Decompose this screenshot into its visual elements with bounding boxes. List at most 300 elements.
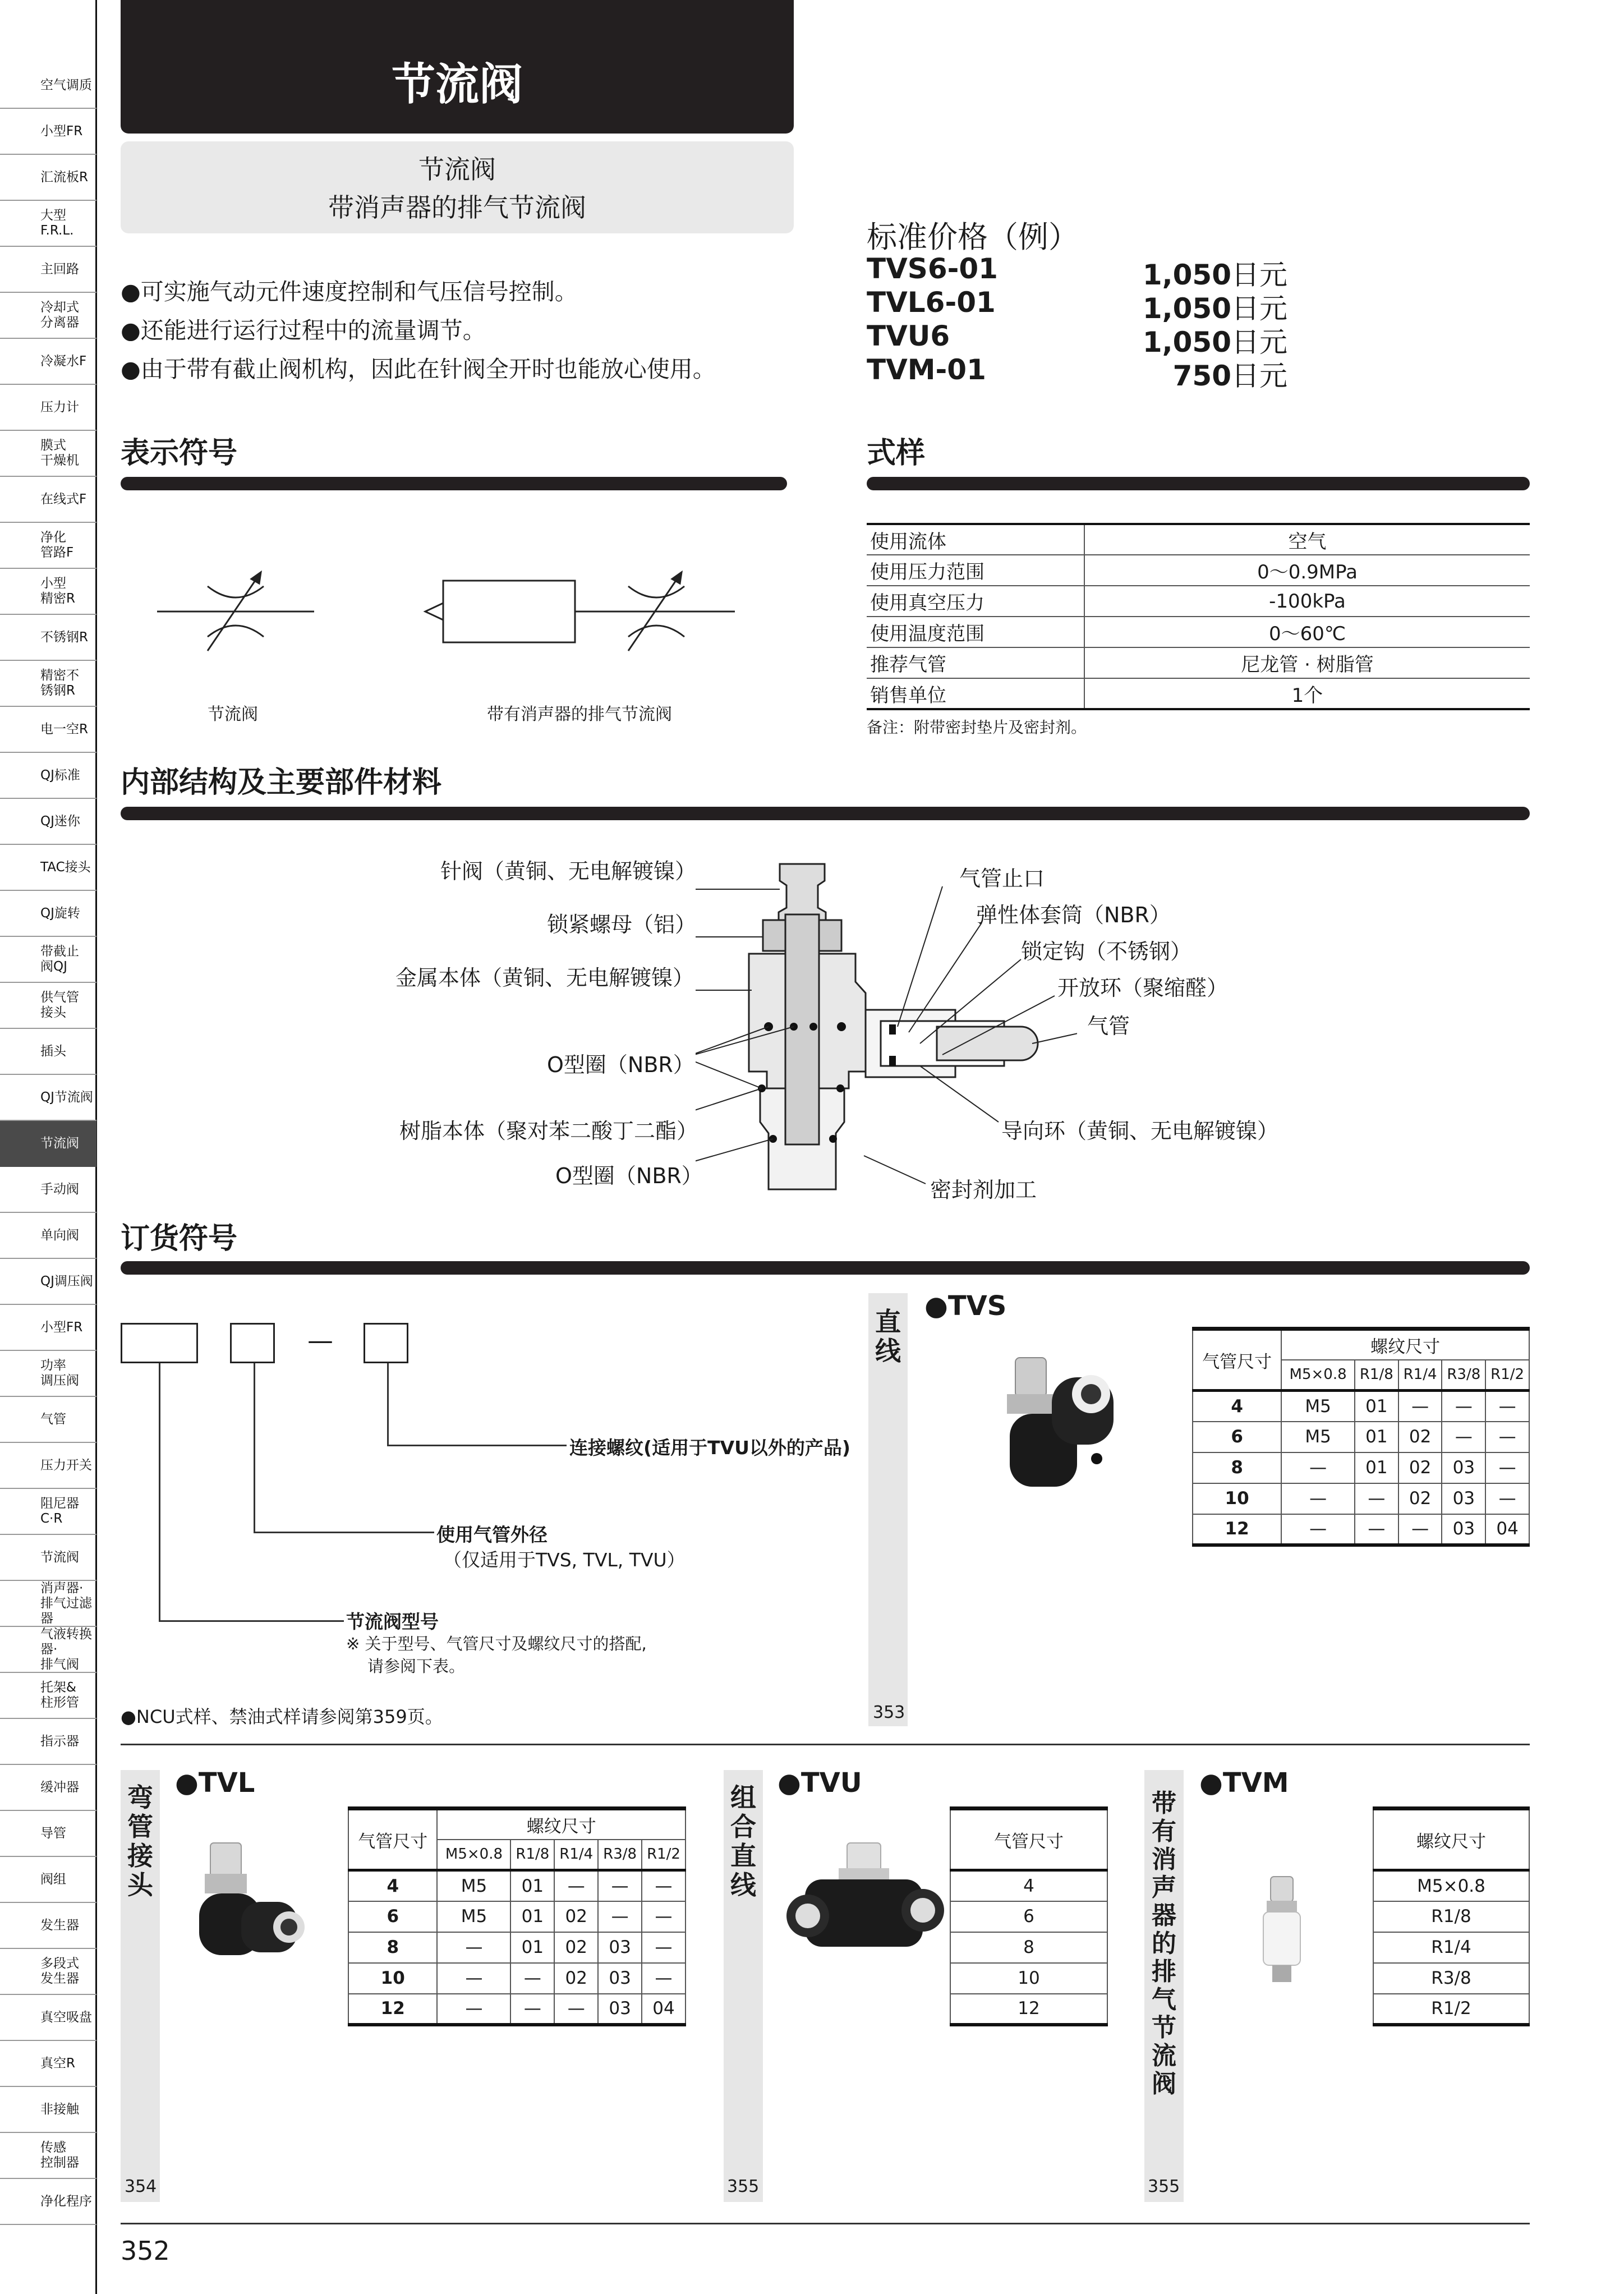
leader-line [254, 1532, 434, 1533]
tube-size-cell: 8 [950, 1932, 1107, 1963]
section-bar [121, 477, 787, 490]
tube-size-cell: 10 [348, 1963, 437, 1994]
col-header: R1/8 [1355, 1360, 1398, 1391]
spec-value: 0～60℃ [1084, 617, 1530, 647]
sidebar-tab[interactable] [0, 937, 96, 983]
sidebar-tab[interactable] [0, 1581, 96, 1627]
sidebar-tab-label: 指示器 [40, 1734, 79, 1749]
sidebar-tab-label: 传感 控制器 [40, 2140, 79, 2170]
price-unit: 日元 [1231, 360, 1287, 392]
table-row [950, 1932, 1107, 1963]
sidebar-tab[interactable] [0, 1213, 96, 1259]
sidebar-tab-label: 导管 [40, 1826, 66, 1841]
thread-cell: 04 [642, 1994, 686, 2025]
sidebar-tab[interactable] [0, 1075, 96, 1121]
col-header: R3/8 [1442, 1360, 1485, 1391]
tvu-product-image [783, 1837, 945, 1966]
thread-cell: 03 [598, 1932, 642, 1963]
tvm-page-ref: 355 [1148, 2177, 1180, 2196]
thread-cell: 01 [1355, 1391, 1398, 1422]
table-row [1193, 1514, 1529, 1545]
thread-cell: M5 [1281, 1422, 1355, 1452]
sidebar-tab-label: 在线式F [40, 491, 87, 507]
sidebar-tab-label: 缓冲器 [40, 1780, 79, 1795]
price-heading: 标准价格（例） [867, 219, 1079, 255]
leader-line [159, 1620, 344, 1622]
thread-cell: — [642, 1901, 686, 1932]
sidebar-tab[interactable] [0, 339, 96, 385]
col-tube-size: 气管尺寸 [348, 1809, 437, 1870]
sidebar-tab-label: 汇流板R [40, 169, 88, 185]
table-row [950, 1994, 1107, 2025]
sidebar-tab-label: 节流阀 [40, 1135, 79, 1151]
sidebar-tab-label: 托架& 柱形管 [40, 1680, 79, 1710]
price-model: TVU6 [867, 320, 950, 352]
label-release-ring: 开放环（聚缩醛） [1057, 976, 1229, 1000]
table-row [1373, 1901, 1529, 1932]
sidebar-tab[interactable] [0, 201, 96, 247]
tvl-page-ref: 354 [125, 2177, 157, 2196]
tube-size-cell: 4 [1193, 1391, 1281, 1422]
price-unit: 日元 [1231, 292, 1287, 325]
thread-cell: — [437, 1963, 510, 1994]
thread-cell: 01 [510, 1870, 554, 1901]
tvs-table [1192, 1327, 1530, 1547]
col-header: R1/4 [1398, 1360, 1442, 1391]
table-row [348, 1932, 686, 1963]
thread-cell: 02 [554, 1932, 598, 1963]
sidebar-tab-label: TAC接头 [40, 859, 91, 875]
tvl-table [348, 1806, 686, 2026]
order-item-thread: 连接螺纹(适用于TVU以外的产品) [569, 1437, 851, 1459]
sidebar-tab[interactable] [0, 1535, 96, 1581]
table-row [1193, 1452, 1529, 1483]
thread-cell: 02 [1398, 1422, 1442, 1452]
sidebar-tab[interactable] [0, 293, 96, 339]
symbol-label-exhaust: 带有消声器的排气节流阀 [487, 705, 672, 724]
tvm-band-label: 带 有 消 声 器 的 排 气 节 流 阀 [1152, 1789, 1176, 2098]
col-tube-size: 气管尺寸 [1193, 1329, 1281, 1391]
sidebar-tab[interactable] [0, 1305, 96, 1351]
label-tube: 气管 [1087, 1014, 1130, 1038]
label-needle-valve: 针阀（黄铜、无电解镀镍） [440, 859, 697, 884]
tvs-product-image [999, 1346, 1133, 1498]
thread-cell: — [1485, 1483, 1529, 1514]
sidebar-tab-label: 主回路 [40, 261, 79, 277]
cross-section-drawing [696, 858, 1077, 1206]
thread-cell: — [642, 1932, 686, 1963]
order-heading: 订货符号 [121, 1222, 238, 1256]
sidebar-tab[interactable] [0, 753, 96, 799]
sidebar-tab[interactable] [0, 1351, 96, 1397]
tvl-band-label: 弯 管 接 头 [127, 1782, 153, 1900]
price-unit: 日元 [1231, 259, 1287, 291]
sidebar-tab-label: 节流阀 [40, 1550, 79, 1565]
tvm-table [1373, 1806, 1530, 2026]
sidebar-tab[interactable] [0, 1397, 96, 1443]
leader-line [159, 1363, 160, 1621]
sidebar-tab[interactable] [0, 845, 96, 891]
table-header-row [348, 1809, 686, 1840]
sidebar-tab-label: 消声器· 排气过滤器 [40, 1580, 92, 1626]
table-row [867, 647, 1530, 678]
sidebar-tab[interactable] [0, 1765, 96, 1811]
sidebar-tab-label: QJ标准 [40, 767, 80, 783]
tvu-band-label: 组 合 直 线 [730, 1782, 756, 1900]
sidebar-tab[interactable] [0, 1857, 96, 1903]
thread-cell: — [1355, 1483, 1398, 1514]
sidebar-tab-label: 精密不 锈钢R [40, 668, 79, 698]
spec-key: 使用流体 [867, 524, 1084, 555]
sidebar-tab[interactable] [0, 109, 96, 155]
sidebar-tab[interactable] [0, 1903, 96, 1949]
feature-1: ●可实施气动元件速度控制和气压信号控制。 [121, 278, 578, 305]
sidebar-tab-label: 不锈钢R [40, 629, 88, 645]
price-model: TVM-01 [867, 353, 986, 386]
symbols-heading: 表示符号 [121, 436, 238, 470]
table-row [1193, 1483, 1529, 1514]
thread-cell: M5 [1281, 1391, 1355, 1422]
sidebar-tab[interactable] [0, 1167, 96, 1213]
thread-cell: R1/2 [1373, 1994, 1529, 2025]
label-lock-claw: 锁定钩（不锈钢） [1021, 939, 1192, 964]
thread-cell: — [642, 1870, 686, 1901]
sidebar-tab[interactable] [0, 63, 96, 109]
label-o-ring-1: O型圈（NBR） [547, 1052, 694, 1077]
thread-cell: 03 [1442, 1514, 1485, 1545]
tube-size-cell: 12 [1193, 1514, 1281, 1545]
sidebar-tab-label: 电一空R [40, 721, 88, 737]
order-item-model: 节流阀型号 [346, 1611, 439, 1633]
sidebar-tab[interactable] [0, 247, 96, 293]
sidebar-tab[interactable] [0, 1029, 96, 1075]
subtitle-line-1: 节流阀 [418, 154, 496, 185]
thread-cell: — [598, 1901, 642, 1932]
thread-cell: — [554, 1870, 598, 1901]
order-code-dash: — [307, 1325, 333, 1355]
table-row [1373, 1963, 1529, 1994]
tube-size-cell: 6 [950, 1901, 1107, 1932]
sidebar-tab[interactable] [0, 983, 96, 1029]
feature-2: ●还能进行运行过程中的流量调节。 [121, 317, 486, 344]
footer-divider [121, 2223, 1530, 2224]
spec-note: 备注：附带密封垫片及密封剂。 [867, 718, 1087, 737]
thread-cell: — [1398, 1514, 1442, 1545]
table-row [1373, 1932, 1529, 1963]
sidebar-tab[interactable] [0, 1719, 96, 1765]
sidebar-tab[interactable] [0, 2041, 96, 2087]
thread-cell: — [510, 1963, 554, 1994]
table-row [1373, 1870, 1529, 1901]
thread-cell: 01 [510, 1901, 554, 1932]
spec-value: 空气 [1084, 524, 1530, 555]
tvu-name: ●TVU [778, 1767, 862, 1799]
sidebar-tab-label: 空气调质 [40, 77, 92, 93]
sidebar-tab[interactable] [0, 2179, 96, 2225]
thread-cell: — [642, 1963, 686, 1994]
sidebar-tab-label: 小型FR [40, 123, 83, 139]
page-title-text: 节流阀 [391, 59, 523, 110]
spec-heading: 式样 [867, 436, 926, 470]
price-value: 1,050 [1142, 292, 1231, 325]
structure-heading: 内部结构及主要部件材料 [121, 766, 442, 799]
tvl-product-image [185, 1840, 314, 1964]
thread-cell: — [1485, 1391, 1529, 1422]
table-row [1193, 1391, 1529, 1422]
col-thread-size: 螺纹尺寸 [1373, 1809, 1529, 1870]
label-o-ring-2: O型圈（NBR） [555, 1164, 703, 1188]
thread-cell: M5 [437, 1901, 510, 1932]
sidebar-tab[interactable] [0, 2087, 96, 2133]
spec-value: -100kPa [1084, 586, 1530, 617]
thread-cell: — [437, 1994, 510, 2025]
sidebar-tab[interactable] [0, 1443, 96, 1489]
price-value: 1,050 [1142, 326, 1231, 358]
sidebar-tab-label: QJ迷你 [40, 813, 80, 829]
label-lock-nut: 锁紧螺母（铝） [547, 912, 697, 937]
thread-cell: — [554, 1994, 598, 2025]
thread-cell: R1/4 [1373, 1932, 1529, 1963]
sidebar-tab-label: 真空R [40, 2056, 75, 2071]
label-resin-body: 树脂本体（聚对苯二酸丁二酯） [399, 1119, 698, 1143]
thread-cell: — [1355, 1514, 1398, 1545]
col-header: R1/4 [554, 1840, 598, 1870]
sidebar-tab-label: QJ旋转 [40, 905, 80, 921]
col-header: R3/8 [598, 1840, 642, 1870]
sidebar-tab[interactable] [0, 523, 96, 569]
tvs-band-label: 直 线 [875, 1307, 901, 1366]
section-bar [121, 807, 1530, 820]
thread-cell: — [1442, 1391, 1485, 1422]
sidebar-tab-label: 冷凝水F [40, 353, 87, 369]
sidebar-tab[interactable] [0, 1673, 96, 1719]
tube-size-cell: 12 [950, 1994, 1107, 2025]
table-header-row [950, 1809, 1107, 1870]
col-header: M5×0.8 [1281, 1360, 1355, 1391]
sidebar-tab-label: 发生器 [40, 1918, 79, 1933]
band-divider [121, 1744, 1530, 1745]
thread-cell: — [1398, 1391, 1442, 1422]
sidebar-tab[interactable] [0, 1121, 96, 1167]
table-row [867, 617, 1530, 647]
label-tube-stop: 气管止口 [959, 866, 1045, 891]
thread-cell: — [1281, 1483, 1355, 1514]
tvm-name: ●TVM [1199, 1767, 1289, 1799]
table-row [867, 524, 1530, 555]
thread-cell: 04 [1485, 1514, 1529, 1545]
col-header: R1/2 [1485, 1360, 1529, 1391]
table-row [1373, 1994, 1529, 2025]
sidebar-tab[interactable] [0, 661, 96, 707]
sidebar-tab[interactable] [0, 799, 96, 845]
sidebar-tab-label: 真空吸盘 [40, 2010, 92, 2025]
tvu-table [950, 1806, 1108, 2026]
sidebar-tab[interactable] [0, 1627, 96, 1673]
sidebar-tab-label: 膜式 干燥机 [40, 438, 79, 468]
price-model: TVL6-01 [867, 286, 996, 319]
order-item-model-note: 请参阅下表。 [367, 1657, 466, 1676]
tube-size-cell: 10 [950, 1963, 1107, 1994]
tube-size-cell: 12 [348, 1994, 437, 2025]
thread-cell: 03 [1442, 1452, 1485, 1483]
spec-key: 使用温度范围 [867, 617, 1084, 647]
sidebar-tab-label: 小型 精密R [40, 576, 75, 606]
sidebar-tab-label: 压力计 [40, 399, 79, 415]
spec-key: 销售单位 [867, 678, 1084, 709]
tube-size-cell: 8 [348, 1932, 437, 1963]
sidebar-tab-label: 气管 [40, 1412, 66, 1427]
sidebar-tab-label: 净化 管路F [40, 530, 74, 560]
subtitle-line-2: 带消声器的排气节流阀 [328, 192, 586, 223]
table-row [867, 555, 1530, 586]
sidebar-tab[interactable] [0, 385, 96, 431]
feature-3: ●由于带有截止阀机构，因此在针阀全开时也能放心使用。 [121, 356, 716, 383]
price-unit: 日元 [1231, 326, 1287, 358]
order-footnote: ●NCU式样、禁油式样请参阅第359页。 [121, 1706, 443, 1727]
table-row [1193, 1422, 1529, 1452]
sidebar-tab[interactable] [0, 431, 96, 477]
sidebar-tab[interactable] [0, 2133, 96, 2179]
leader-line [387, 1363, 389, 1446]
thread-cell: 02 [554, 1963, 598, 1994]
price-model: TVS6-01 [867, 252, 998, 285]
leader-line [254, 1363, 255, 1533]
sidebar-tab[interactable] [0, 477, 96, 523]
section-bar [867, 477, 1530, 490]
order-code-box-tube [230, 1323, 275, 1363]
order-code-box-thread [364, 1323, 408, 1363]
table-header-row [1193, 1329, 1529, 1360]
thread-cell: — [1281, 1514, 1355, 1545]
thread-cell: — [1281, 1452, 1355, 1483]
thread-cell: — [1485, 1452, 1529, 1483]
sidebar-tab-label: 冷却式 分离器 [40, 300, 79, 330]
label-sealant: 密封剂加工 [930, 1178, 1037, 1202]
sidebar-tab[interactable] [0, 1995, 96, 2041]
sidebar-tab-label: 带截止 阀QJ [40, 944, 79, 974]
col-thread-size: 螺纹尺寸 [1281, 1329, 1529, 1360]
thread-cell: R1/8 [1373, 1901, 1529, 1932]
tube-size-cell: 4 [348, 1870, 437, 1901]
tube-size-cell: 8 [1193, 1452, 1281, 1483]
sidebar-tab[interactable] [0, 155, 96, 201]
thread-cell: M5×0.8 [1373, 1870, 1529, 1901]
spec-key: 使用压力范围 [867, 555, 1084, 586]
table-row [867, 678, 1530, 709]
thread-cell: 03 [1442, 1483, 1485, 1514]
thread-cell: M5 [437, 1870, 510, 1901]
spec-value: 尼龙管 · 树脂管 [1084, 647, 1530, 678]
order-code-box-model [121, 1323, 198, 1363]
sidebar-tab-label: QJ节流阀 [40, 1089, 93, 1105]
sidebar-tab-label: 手动阀 [40, 1182, 79, 1197]
category-sidebar [0, 63, 96, 2225]
sidebar-tab[interactable] [0, 1489, 96, 1535]
thread-cell: R3/8 [1373, 1963, 1529, 1994]
sidebar-tab-label: 多段式 发生器 [40, 1956, 79, 1986]
col-thread-size: 螺纹尺寸 [437, 1809, 686, 1840]
sidebar-tab[interactable] [0, 1811, 96, 1857]
sidebar-tab-label: 供气管 接头 [40, 990, 79, 1020]
page-title [121, 0, 794, 134]
spec-value: 1个 [1084, 678, 1530, 709]
sidebar-tab[interactable] [0, 1259, 96, 1305]
sidebar-tab[interactable] [0, 1949, 96, 1995]
sidebar-tab-label: 气液转换器· 排气阀 [40, 1626, 92, 1672]
sidebar-tab[interactable] [0, 569, 96, 615]
tvs-page-ref: 353 [873, 1703, 905, 1722]
sidebar-tab-label: 阀组 [40, 1872, 66, 1887]
thread-cell: 02 [1398, 1483, 1442, 1514]
sidebar-tab[interactable] [0, 615, 96, 661]
sidebar-tab-label: 净化程序 [40, 2194, 92, 2209]
order-item-tube: 使用气管外径 [436, 1524, 548, 1546]
sidebar-tab[interactable] [0, 891, 96, 937]
thread-cell: — [437, 1932, 510, 1963]
sidebar-tab-label: QJ调压阀 [40, 1274, 93, 1289]
sidebar-tab[interactable] [0, 707, 96, 753]
table-row [348, 1870, 686, 1901]
sidebar-tab-label: 压力开关 [40, 1458, 92, 1473]
table-row [348, 1901, 686, 1932]
thread-cell: 01 [510, 1932, 554, 1963]
sidebar-tab-label: 小型FR [40, 1320, 83, 1335]
sidebar-tab-label: 单向阀 [40, 1228, 79, 1243]
table-row [348, 1994, 686, 2025]
thread-cell: — [1485, 1422, 1529, 1452]
tvm-product-image [1257, 1874, 1307, 1986]
table-header-row [1373, 1809, 1529, 1870]
order-item-tube-note: （仅适用于TVS, TVL, TVU） [443, 1549, 686, 1571]
thread-cell: — [1442, 1422, 1485, 1452]
thread-cell: 03 [598, 1994, 642, 2025]
leader-line [387, 1445, 567, 1446]
thread-cell: 01 [1355, 1422, 1398, 1452]
section-bar [121, 1261, 1530, 1275]
col-header: R1/8 [510, 1840, 554, 1870]
label-metal-body: 金属本体（黄铜、无电解镀镍） [395, 966, 694, 990]
thread-cell: — [510, 1994, 554, 2025]
tube-size-cell: 6 [348, 1901, 437, 1932]
table-row [950, 1963, 1107, 1994]
thread-cell: 03 [598, 1963, 642, 1994]
tvs-name: ●TVS [924, 1290, 1007, 1322]
thread-cell: 02 [1398, 1452, 1442, 1483]
spec-table [867, 523, 1530, 710]
price-value: 1,050 [1142, 259, 1231, 291]
sidebar-tab-label: 大型 F.R.L. [40, 208, 74, 238]
symbol-diagram [151, 555, 740, 668]
order-item-model-note: ※ 关于型号、气管尺寸及螺纹尺寸的搭配, [346, 1634, 647, 1653]
symbol-label-throttle: 节流阀 [208, 705, 258, 724]
price-value: 750 [1172, 360, 1231, 392]
sidebar-tab-label: 功率 调压阀 [40, 1358, 79, 1388]
col-tube-size: 气管尺寸 [950, 1809, 1107, 1870]
thread-cell: 02 [554, 1901, 598, 1932]
label-sleeve: 弹性体套筒（NBR） [976, 903, 1171, 927]
spec-key: 使用真空压力 [867, 586, 1084, 617]
tvu-page-ref: 355 [727, 2177, 760, 2196]
sidebar-tab-label: 插头 [40, 1043, 66, 1059]
spec-value: 0～0.9MPa [1084, 555, 1530, 586]
col-header: R1/2 [642, 1840, 686, 1870]
tube-size-cell: 4 [950, 1870, 1107, 1901]
label-guide-ring: 导向环（黄铜、无电解镀镍） [1001, 1119, 1279, 1143]
tube-size-cell: 10 [1193, 1483, 1281, 1514]
page-number: 352 [121, 2236, 170, 2266]
sidebar-tab-label: 非接触 [40, 2102, 79, 2117]
table-row [867, 586, 1530, 617]
